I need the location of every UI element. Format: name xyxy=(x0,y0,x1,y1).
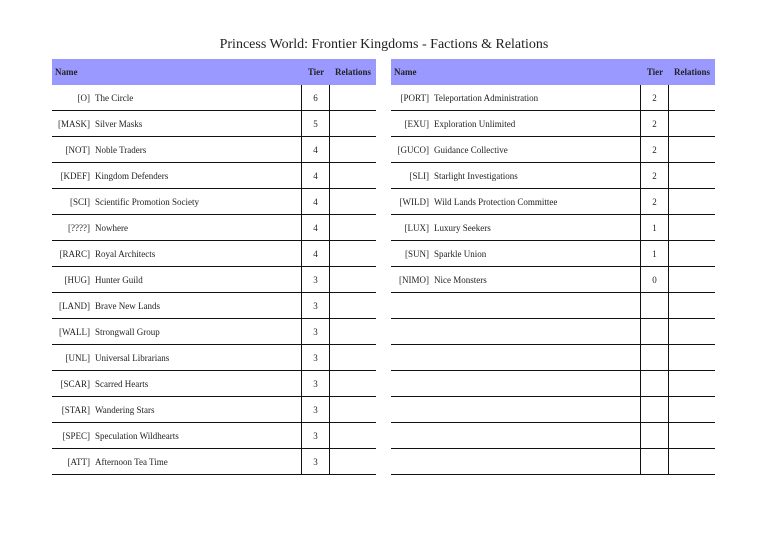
relations-cell xyxy=(669,293,715,318)
relations-cell xyxy=(330,267,376,292)
table-row xyxy=(52,241,376,267)
table-header xyxy=(391,59,715,85)
relations-cell xyxy=(669,85,715,110)
table-row xyxy=(52,189,376,215)
faction-name: Nowhere xyxy=(95,222,128,233)
relations-cell xyxy=(669,137,715,162)
faction-code: [WALL] xyxy=(59,326,90,337)
relations-cell xyxy=(669,319,715,344)
faction-code: [LUX] xyxy=(404,222,429,233)
faction-name-cell xyxy=(391,293,641,318)
faction-name-cell xyxy=(52,85,302,110)
relations-cell xyxy=(330,189,376,214)
faction-code: [SUN] xyxy=(405,248,429,259)
faction-code: [NOT] xyxy=(65,144,90,155)
faction-name-cell xyxy=(391,85,641,110)
table-row xyxy=(391,163,715,189)
table-row xyxy=(52,423,376,449)
faction-code: [GUCO] xyxy=(397,144,429,155)
faction-code: [WILD] xyxy=(399,196,429,207)
faction-name-cell xyxy=(391,371,641,396)
faction-code: [PORT] xyxy=(400,92,429,103)
faction-name: Nice Monsters xyxy=(434,274,487,285)
table-row xyxy=(391,371,715,397)
faction-code: [SCAR] xyxy=(60,378,90,389)
faction-code: [SPEC] xyxy=(62,430,90,441)
header-relations: Relations xyxy=(335,67,371,77)
faction-name-cell xyxy=(52,215,302,240)
faction-tier: 4 xyxy=(302,215,330,240)
relations-cell xyxy=(330,345,376,370)
faction-name-cell xyxy=(52,241,302,266)
faction-name-cell xyxy=(391,423,641,448)
faction-name-cell xyxy=(52,319,302,344)
table-row xyxy=(52,319,376,345)
faction-name-cell xyxy=(391,345,641,370)
faction-tier: 3 xyxy=(302,371,330,396)
header-name: Name xyxy=(394,67,417,77)
relations-cell xyxy=(330,397,376,422)
table-body xyxy=(391,85,715,475)
table-header xyxy=(52,59,376,85)
table-row xyxy=(52,345,376,371)
faction-tier xyxy=(641,371,669,396)
faction-code: [O] xyxy=(77,92,90,103)
faction-tier xyxy=(641,319,669,344)
faction-tier: 5 xyxy=(302,111,330,136)
faction-code: [SLI] xyxy=(409,170,429,181)
relations-cell xyxy=(669,163,715,188)
faction-tier: 2 xyxy=(641,137,669,162)
faction-name: Silver Masks xyxy=(95,118,143,129)
table-row xyxy=(391,267,715,293)
faction-name: Wandering Stars xyxy=(95,404,155,415)
table-row xyxy=(391,241,715,267)
faction-name: Guidance Collective xyxy=(434,144,508,155)
faction-name-cell xyxy=(52,423,302,448)
faction-code: [RARC] xyxy=(59,248,90,259)
header-name: Name xyxy=(55,67,78,77)
table-row xyxy=(52,163,376,189)
faction-name: Luxury Seekers xyxy=(434,222,491,233)
relations-cell xyxy=(669,267,715,292)
table-row xyxy=(391,293,715,319)
faction-tier: 4 xyxy=(302,137,330,162)
relations-cell xyxy=(669,371,715,396)
table-row xyxy=(391,423,715,449)
faction-tier xyxy=(641,423,669,448)
table-row xyxy=(391,189,715,215)
faction-tier: 2 xyxy=(641,111,669,136)
faction-tier: 3 xyxy=(302,423,330,448)
faction-tier: 3 xyxy=(302,319,330,344)
relations-cell xyxy=(330,371,376,396)
faction-tier: 6 xyxy=(302,85,330,110)
faction-tier: 3 xyxy=(302,267,330,292)
faction-name-cell xyxy=(52,397,302,422)
faction-name-cell xyxy=(391,189,641,214)
faction-tier: 0 xyxy=(641,267,669,292)
faction-code: [MASK] xyxy=(57,118,90,129)
faction-code: [UNL] xyxy=(65,352,90,363)
faction-name-cell xyxy=(391,241,641,266)
faction-name-cell xyxy=(52,189,302,214)
table-body xyxy=(52,85,376,475)
faction-name: Scientific Promotion Society xyxy=(95,196,199,207)
faction-name-cell xyxy=(52,267,302,292)
faction-tier: 3 xyxy=(302,397,330,422)
table-row xyxy=(391,397,715,423)
page-title: Princess World: Frontier Kingdoms - Factions & Relations xyxy=(219,37,549,52)
table-row xyxy=(52,397,376,423)
faction-tier: 4 xyxy=(302,189,330,214)
relations-cell xyxy=(330,85,376,110)
relations-cell xyxy=(330,319,376,344)
relations-cell xyxy=(330,241,376,266)
table-row xyxy=(391,449,715,475)
faction-code: [ATT] xyxy=(67,456,90,467)
faction-name-cell xyxy=(52,111,302,136)
faction-name-cell xyxy=(391,111,641,136)
faction-name: Teleportation Administration xyxy=(434,92,539,103)
faction-name-cell xyxy=(52,345,302,370)
faction-name-cell xyxy=(391,137,641,162)
table-row xyxy=(52,267,376,293)
table-row xyxy=(391,215,715,241)
faction-tier: 1 xyxy=(641,241,669,266)
relations-cell xyxy=(330,423,376,448)
faction-name: The Circle xyxy=(95,92,134,103)
faction-name-cell xyxy=(391,267,641,292)
relations-cell xyxy=(330,215,376,240)
table-row xyxy=(52,215,376,241)
faction-name: Universal Librarians xyxy=(95,352,170,363)
table-row xyxy=(52,293,376,319)
table-row xyxy=(391,111,715,137)
faction-name: Brave New Lands xyxy=(95,300,160,311)
faction-tier: 2 xyxy=(641,85,669,110)
faction-tier: 4 xyxy=(302,241,330,266)
relations-cell xyxy=(330,449,376,474)
relations-cell xyxy=(669,215,715,240)
faction-code: [NIMO] xyxy=(399,274,429,285)
faction-name: Exploration Unlimited xyxy=(434,118,516,129)
relations-cell xyxy=(330,163,376,188)
faction-name: Afternoon Tea Time xyxy=(95,456,168,467)
factions-table-right xyxy=(391,59,715,475)
relations-cell xyxy=(669,423,715,448)
faction-tier: 2 xyxy=(641,189,669,214)
relations-cell xyxy=(669,397,715,422)
relations-cell xyxy=(669,449,715,474)
faction-name: Starlight Investigations xyxy=(434,170,518,181)
faction-name: Speculation Wildhearts xyxy=(95,430,179,441)
faction-tier: 2 xyxy=(641,163,669,188)
faction-tier: 3 xyxy=(302,449,330,474)
table-row xyxy=(391,85,715,111)
faction-name: Noble Traders xyxy=(95,144,147,155)
faction-name: Wild Lands Protection Committee xyxy=(434,196,558,207)
table-row xyxy=(391,319,715,345)
table-row xyxy=(52,449,376,475)
table-row xyxy=(52,85,376,111)
header-tier: Tier xyxy=(646,67,664,77)
faction-tier: 3 xyxy=(302,293,330,318)
faction-name: Scarred Hearts xyxy=(95,378,149,389)
faction-tier xyxy=(641,397,669,422)
faction-name-cell xyxy=(391,215,641,240)
faction-code: [EXU] xyxy=(404,118,429,129)
faction-name-cell xyxy=(391,449,641,474)
relations-cell xyxy=(330,137,376,162)
factions-table-left xyxy=(52,59,376,475)
table-row xyxy=(391,137,715,163)
faction-tier xyxy=(641,293,669,318)
table-row xyxy=(52,137,376,163)
faction-code: [KDEF] xyxy=(60,170,90,181)
faction-name: Strongwall Group xyxy=(95,326,160,337)
faction-name-cell xyxy=(391,397,641,422)
faction-tier: 1 xyxy=(641,215,669,240)
faction-name-cell xyxy=(52,371,302,396)
table-row xyxy=(52,371,376,397)
header-relations: Relations xyxy=(674,67,710,77)
faction-name-cell xyxy=(52,293,302,318)
faction-tier xyxy=(641,345,669,370)
faction-tier xyxy=(641,449,669,474)
table-row xyxy=(391,345,715,371)
faction-name: Kingdom Defenders xyxy=(95,170,169,181)
relations-cell xyxy=(330,111,376,136)
header-tier: Tier xyxy=(307,67,325,77)
faction-name: Sparkle Union xyxy=(434,248,487,259)
relations-cell xyxy=(669,241,715,266)
faction-code: [HUG] xyxy=(64,274,90,285)
faction-code: [????] xyxy=(68,222,90,233)
faction-name-cell xyxy=(52,137,302,162)
faction-code: [SCI] xyxy=(70,196,90,207)
relations-cell xyxy=(669,111,715,136)
table-row xyxy=(52,111,376,137)
relations-cell xyxy=(330,293,376,318)
faction-name-cell xyxy=(52,449,302,474)
faction-code: [STAR] xyxy=(61,404,90,415)
faction-tier: 3 xyxy=(302,345,330,370)
relations-cell xyxy=(669,189,715,214)
faction-name-cell xyxy=(391,163,641,188)
faction-code: [LAND] xyxy=(59,300,90,311)
relations-cell xyxy=(669,345,715,370)
faction-name-cell xyxy=(391,319,641,344)
faction-name-cell xyxy=(52,163,302,188)
faction-name: Hunter Guild xyxy=(95,274,143,285)
faction-tier: 4 xyxy=(302,163,330,188)
faction-name: Royal Architects xyxy=(95,248,156,259)
